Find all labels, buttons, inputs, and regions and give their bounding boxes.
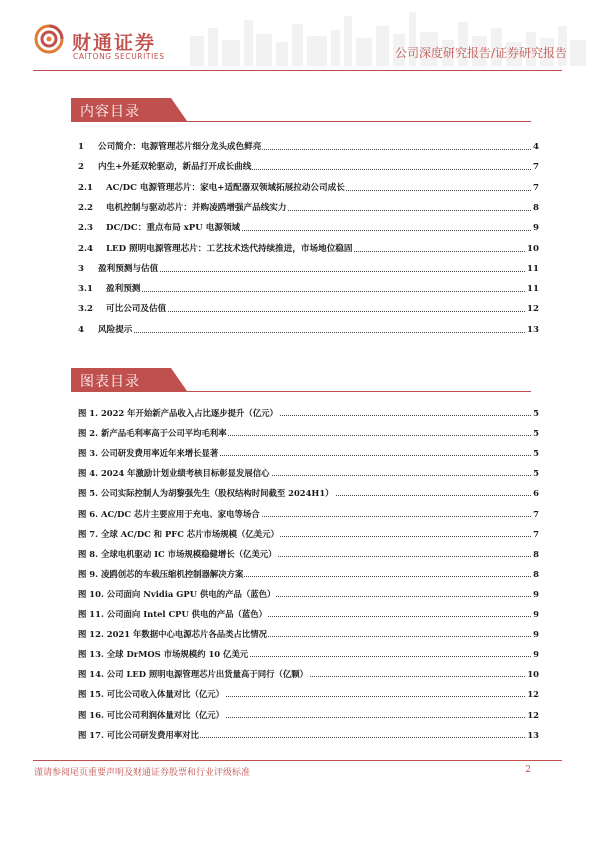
toc-item-number: 2.1 bbox=[78, 182, 93, 193]
figure-item-page: 12 bbox=[527, 709, 539, 720]
toc-item-page: 9 bbox=[533, 223, 539, 234]
toc-item[interactable] bbox=[78, 140, 539, 154]
toc-item-number: 2.2 bbox=[78, 202, 93, 213]
toc-item-title: LED 照明电源管理芯片：工艺技术迭代持续推进，市场地位稳固 bbox=[106, 243, 353, 254]
toc-item-page: 13 bbox=[527, 324, 539, 335]
figure-item-title: 图 1. 2022 年开始新产品收入占比逐步提升（亿元） bbox=[78, 408, 278, 418]
figure-item-title: 图 16. 可比公司利润体量对比（亿元） bbox=[78, 709, 225, 720]
figure-item[interactable] bbox=[78, 687, 539, 701]
toc-title: 内容目录 bbox=[80, 104, 140, 120]
figure-item-page: 8 bbox=[533, 568, 539, 579]
toc-item-number: 2.3 bbox=[78, 223, 93, 234]
figure-item-page: 7 bbox=[533, 528, 539, 539]
toc-item-page: 8 bbox=[533, 202, 539, 213]
figure-item[interactable] bbox=[78, 587, 539, 601]
caitong-logo-icon bbox=[34, 24, 64, 54]
figure-item-page: 9 bbox=[533, 649, 539, 660]
figure-item-title: 图 8. 全球电机驱动 IC 市场规模稳健增长（亿美元） bbox=[78, 548, 277, 559]
logo-chinese-name: 财通证券 bbox=[72, 32, 157, 54]
figure-item-page: 5 bbox=[533, 408, 539, 418]
figure-item[interactable] bbox=[78, 527, 539, 541]
toc-item-page: 10 bbox=[527, 243, 539, 254]
figure-item-title: 图 7. 全球 AC/DC 和 PFC 芯片市场规模（亿美元） bbox=[78, 528, 279, 539]
figure-item-page: 12 bbox=[527, 689, 539, 700]
toc-item-page: 12 bbox=[527, 304, 539, 315]
section-banner bbox=[71, 368, 531, 392]
figure-item[interactable] bbox=[78, 708, 539, 722]
figure-item-title: 图 2. 新产品毛利率高于公司平均毛利率 bbox=[78, 428, 227, 439]
page-number: 2 bbox=[525, 765, 531, 775]
toc-item-title: AC/DC 电源管理芯片：家电+适配器双领域拓展拉动公司成长 bbox=[106, 182, 345, 193]
toc-section-header bbox=[71, 98, 531, 122]
report-type-label: 公司深度研究报告/证券研究报告 bbox=[394, 46, 567, 60]
toc-item-title: 公司简介：电源管理芯片细分龙头成色鲜亮 bbox=[98, 142, 262, 152]
figure-item-page: 13 bbox=[527, 729, 539, 740]
toc-item-number: 1 bbox=[78, 142, 84, 152]
figure-item[interactable] bbox=[78, 486, 539, 500]
figure-item[interactable] bbox=[78, 406, 539, 420]
footer-divider bbox=[33, 760, 562, 761]
toc-item-title: 风险提示 bbox=[98, 324, 133, 335]
toc-item-title: 内生+外延双轮驱动，新品打开成长曲线 bbox=[98, 162, 252, 173]
toc-item-page: 7 bbox=[533, 182, 539, 193]
toc-item-title: 电机控制与驱动芯片：并购凌鸥增强产品线实力 bbox=[106, 202, 287, 213]
toc-item-number: 2.4 bbox=[78, 243, 93, 254]
figure-item-title: 图 3. 公司研发费用率近年来增长显著 bbox=[78, 448, 219, 459]
toc-item-number: 2 bbox=[78, 162, 84, 173]
toc-item-title: 可比公司及估值 bbox=[106, 304, 167, 315]
figure-item-page: 5 bbox=[533, 448, 539, 459]
header-divider bbox=[33, 70, 562, 71]
figure-item[interactable] bbox=[78, 446, 539, 460]
toc-item[interactable] bbox=[78, 302, 539, 316]
toc-item[interactable] bbox=[78, 201, 539, 215]
figure-item-page: 6 bbox=[533, 488, 539, 499]
figure-item[interactable] bbox=[78, 507, 539, 521]
figure-item[interactable] bbox=[78, 607, 539, 621]
toc-item[interactable] bbox=[78, 181, 539, 195]
toc-item[interactable] bbox=[78, 160, 539, 174]
figure-item-title: 图 5. 公司实际控制人为胡黎强先生（股权结构时间截至 2024H1） bbox=[78, 488, 334, 499]
figure-item-title: 图 4. 2024 年激励计划业绩考核目标彰显发展信心 bbox=[78, 468, 270, 479]
section-underline bbox=[71, 391, 531, 392]
figure-item-title: 图 15. 可比公司收入体量对比（亿元） bbox=[78, 689, 225, 700]
footer-disclaimer: 谨请参阅尾页重要声明及财通证券股票和行业评级标准 bbox=[34, 768, 251, 778]
figure-item-title: 图 11. 公司面向 Intel CPU 供电的产品（蓝色） bbox=[78, 609, 268, 619]
toc-item-number: 3 bbox=[78, 263, 84, 274]
figure-item-page: 9 bbox=[533, 609, 539, 619]
toc-item-title: 盈利预测 bbox=[106, 284, 141, 295]
figure-item[interactable] bbox=[78, 728, 539, 742]
toc-item-title: 盈利预测与估值 bbox=[98, 263, 159, 274]
toc-item-page: 11 bbox=[527, 263, 539, 274]
figure-item[interactable] bbox=[78, 547, 539, 561]
toc-item[interactable] bbox=[78, 221, 539, 235]
figure-item[interactable] bbox=[78, 667, 539, 681]
logo-english-name: CAITONG SECURITIES bbox=[73, 52, 165, 61]
toc-item-page: 11 bbox=[527, 284, 539, 295]
toc-item-page: 7 bbox=[533, 162, 539, 173]
leader-dots bbox=[106, 291, 533, 292]
leader-dots bbox=[98, 271, 533, 272]
figure-item-page: 5 bbox=[533, 468, 539, 479]
figure-item[interactable] bbox=[78, 627, 539, 641]
figure-item-page: 8 bbox=[533, 548, 539, 559]
toc-item[interactable] bbox=[78, 323, 539, 337]
figure-item-title: 图 10. 公司面向 Nvidia GPU 供电的产品（蓝色） bbox=[78, 588, 276, 599]
toc-item-number: 4 bbox=[78, 324, 84, 335]
figure-item-title: 图 17. 可比公司研发费用率对比 bbox=[78, 729, 199, 740]
figure-item[interactable] bbox=[78, 426, 539, 440]
toc-item-page: 4 bbox=[533, 142, 539, 152]
figure-item-title: 图 6. AC/DC 芯片主要应用于充电、家电等场合 bbox=[78, 508, 260, 519]
figure-item-title: 图 12. 2021 年数据中心电源芯片各品类占比情况 bbox=[78, 629, 268, 640]
leader-dots bbox=[98, 332, 533, 333]
toc-item[interactable] bbox=[78, 282, 539, 296]
figure-item[interactable] bbox=[78, 466, 539, 480]
figure-item-title: 图 13. 全球 DrMOS 市场规模约 10 亿美元 bbox=[78, 649, 249, 660]
section-banner bbox=[71, 98, 531, 122]
figure-item-page: 7 bbox=[533, 508, 539, 519]
toc-item-number: 3.2 bbox=[78, 304, 93, 315]
figure-item-page: 9 bbox=[533, 629, 539, 640]
toc-item-title: DC/DC：重点布局 xPU 电源领域 bbox=[106, 223, 241, 234]
figure-item-page: 9 bbox=[533, 588, 539, 599]
toc-item[interactable] bbox=[78, 242, 539, 256]
section-underline bbox=[71, 121, 531, 122]
toc-item-number: 3.1 bbox=[78, 284, 93, 295]
figure-item-title: 图 9. 凌鸥创芯的车载压缩机控制器解决方案 bbox=[78, 568, 244, 579]
figures-section-header bbox=[71, 368, 531, 392]
figure-item-page: 5 bbox=[533, 428, 539, 439]
leader-dots bbox=[106, 311, 533, 312]
figure-item[interactable] bbox=[78, 647, 539, 661]
figures-title: 图表目录 bbox=[80, 374, 140, 390]
page-header bbox=[0, 0, 595, 80]
toc-item[interactable] bbox=[78, 262, 539, 276]
figure-item-title: 图 14. 公司 LED 照明电源管理芯片出货量高于同行（亿颗） bbox=[78, 669, 309, 680]
figure-item[interactable] bbox=[78, 567, 539, 581]
figure-item-page: 10 bbox=[527, 669, 539, 680]
